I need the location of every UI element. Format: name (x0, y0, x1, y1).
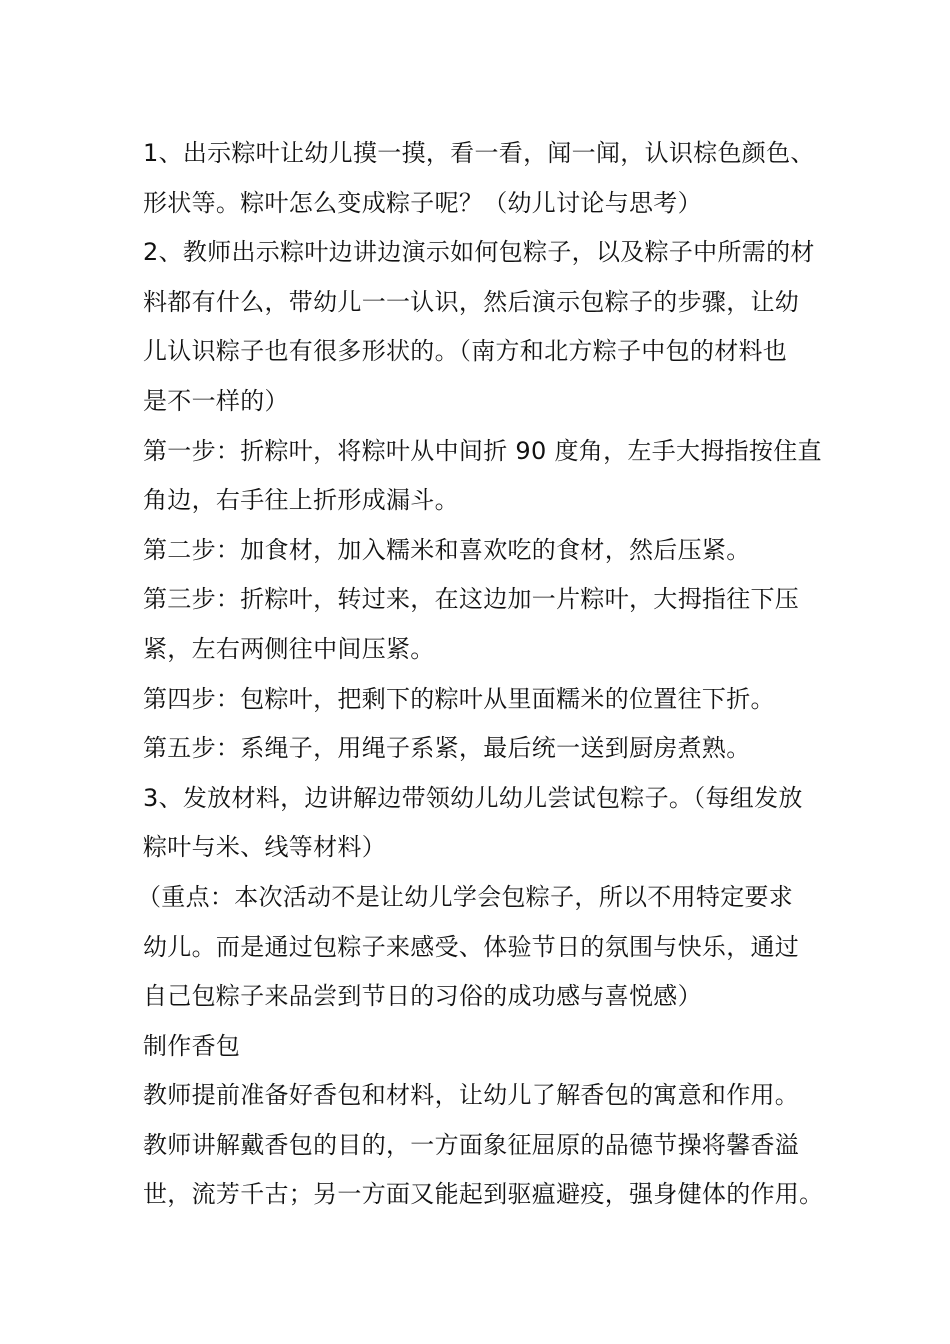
text-line: 教师提前准备好香包和材料，让幼儿了解香包的寓意和作用。 (143, 1081, 800, 1110)
section-heading: 制作香包 (143, 1031, 241, 1060)
text-line: 料都有什么，带幼儿一一认识，然后演示包粽子的步骤，让幼 (143, 287, 800, 316)
text-line: 1、出示粽叶让幼儿摸一摸，看一看，闻一闻，认识棕色颜色、 (143, 139, 815, 167)
step-three-line: 第三步：折粽叶，转过来，在这边加一片粽叶，大拇指往下压 (143, 585, 800, 614)
text-line: 角边，右手往上折形成漏斗。 (143, 486, 459, 515)
text-line: 2、教师出示粽叶边讲边演示如何包粽子，以及粽子中所需的材 (143, 238, 815, 267)
text-line: 粽叶与米、线等材料） (143, 833, 386, 862)
key-point-line: （重点：本次活动不是让幼儿学会包粽子，所以不用特定要求 (137, 882, 794, 911)
text-line: 自己包粽子来品尝到节日的习俗的成功感与喜悦感） (143, 982, 702, 1011)
document-body (137, 129, 824, 1220)
text-line: 形状等。粽叶怎么变成粽子呢？（幼儿讨论与思考） (143, 188, 702, 217)
step-two-line: 第二步：加食材，加入糯米和喜欢吃的食材，然后压紧。 (143, 535, 751, 564)
step-four-line: 第四步：包粽叶，把剩下的粽叶从里面糯米的位置往下折。 (143, 684, 775, 713)
text-line: 是不一样的） (143, 386, 289, 415)
text-line: 世，流芳千古；另一方面又能起到驱瘟避疫，强身健体的作用。 (143, 1180, 824, 1209)
step-five-line: 第五步：系绳子，用绳子系紧，最后统一送到厨房煮熟。 (143, 734, 751, 763)
text-line: 教师讲解戴香包的目的，一方面象征屈原的品德节操将馨香溢 (143, 1130, 800, 1159)
text-line: 儿认识粽子也有很多形状的。（南方和北方粽子中包的材料也 (143, 337, 788, 366)
text-line: 紧，左右两侧往中间压紧。 (143, 634, 435, 663)
text-line: 3、发放材料，边讲解边带领幼儿幼儿尝试包粽子。（每组发放 (143, 783, 803, 812)
step-one-line: 第一步：折粽叶，将粽叶从中间折 90 度角，左手大拇指按住直 (143, 436, 822, 465)
text-line: 幼儿。而是通过包粽子来感受、体验节日的氛围与快乐，通过 (143, 932, 800, 961)
